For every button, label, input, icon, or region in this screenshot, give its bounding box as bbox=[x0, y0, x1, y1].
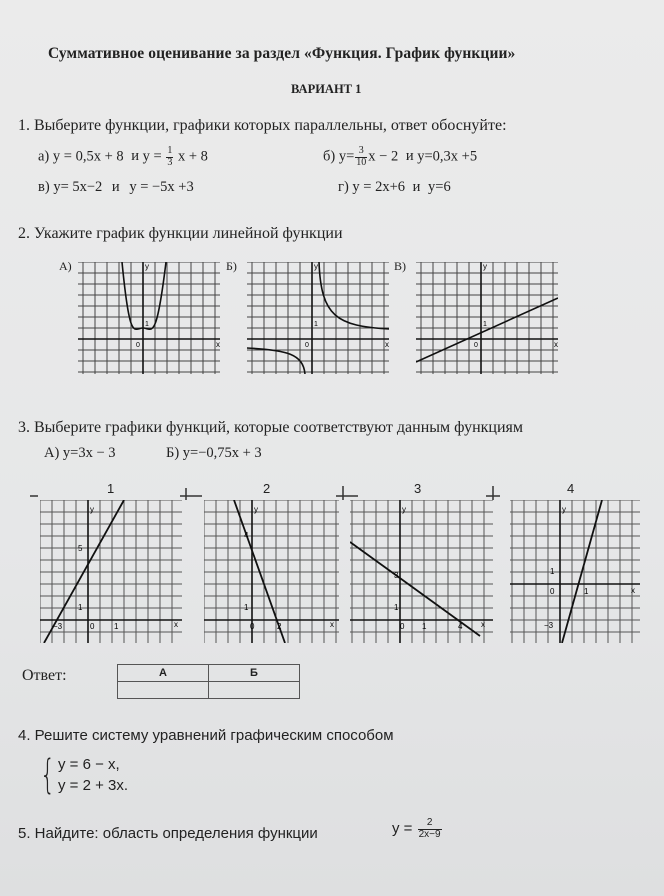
q3g1-axis-y: y bbox=[90, 505, 94, 514]
q1-g-label: г) bbox=[338, 179, 349, 195]
q2b-axis-y: y bbox=[314, 262, 318, 271]
q3-graph1-number: 1 bbox=[107, 481, 115, 496]
q2b-axis-x: x bbox=[385, 340, 389, 349]
answer-table bbox=[117, 664, 300, 699]
q3-graph-4 bbox=[510, 500, 640, 643]
q3g4-tick-1x: 1 bbox=[584, 587, 589, 596]
q1-b-label: б) bbox=[323, 148, 336, 165]
q3g3-tick-1x: 1 bbox=[422, 622, 427, 631]
q1-v-func1: y= 5x−2 bbox=[53, 179, 103, 195]
q3g2-tick-1: 1 bbox=[244, 603, 249, 612]
q3g1-tick-5: 5 bbox=[78, 544, 83, 553]
q1-a-label: а) bbox=[38, 148, 50, 165]
q1-option-g bbox=[338, 180, 451, 195]
q1-b-func1-left: y= bbox=[338, 148, 355, 165]
q1-a-frac-den: 3 bbox=[167, 156, 173, 168]
q3g3-tick-4: 4 bbox=[458, 622, 463, 631]
q2a-axis-y: y bbox=[145, 262, 149, 271]
q4-equation-2: y = 2 + 3x. bbox=[58, 777, 129, 794]
q3g4-tick-1y: 1 bbox=[550, 567, 555, 576]
q3g1-origin: 0 bbox=[90, 622, 95, 631]
q1-a-func2-right: x + 8 bbox=[177, 148, 208, 165]
q1-v-and: и bbox=[111, 179, 120, 195]
q1-option-b bbox=[323, 146, 477, 168]
system-brace: { bbox=[40, 752, 56, 798]
q3g2-axis-y: y bbox=[254, 505, 258, 514]
q3g3-axis-y: y bbox=[402, 505, 406, 514]
answer-col-a-header: А bbox=[118, 665, 209, 682]
q2-graph-c bbox=[416, 262, 558, 374]
q2b-one: 1 bbox=[314, 321, 318, 328]
q1-option-v bbox=[38, 180, 194, 195]
q2-label-a: А) bbox=[59, 259, 72, 273]
q2c-axis-x: x bbox=[554, 340, 558, 349]
q3g2-tick-2: 2 bbox=[277, 622, 282, 631]
answer-cell-b[interactable] bbox=[209, 682, 300, 699]
q5-func-left: y = bbox=[392, 819, 413, 837]
q3-graph3-number: 3 bbox=[414, 481, 422, 496]
q3g3-tick-1y: 1 bbox=[394, 603, 399, 612]
q1-a-func1: y = 0,5x + 8 bbox=[52, 148, 124, 165]
q1-a-frac-num: 1 bbox=[167, 145, 173, 156]
answer-col-b-header: Б bbox=[209, 665, 300, 682]
q1-g-func1: y = 2x+6 bbox=[352, 179, 406, 195]
q1-text: 1. Выберите функции, графики которых параллельны, ответ обоснуйте: bbox=[18, 117, 507, 134]
q1-b-fraction bbox=[355, 146, 367, 168]
q3-function-b: Б) y=−0,75x + 3 bbox=[166, 445, 262, 461]
q3g1-tick-1y: 1 bbox=[78, 603, 83, 612]
q3g3-origin: 0 bbox=[400, 622, 405, 631]
q1-a-and: и bbox=[131, 148, 140, 165]
q1-v-func2: y = −5x +3 bbox=[129, 179, 194, 195]
q3g1-tick-1x: 1 bbox=[114, 622, 119, 631]
q3g2-tick-4: 4 bbox=[244, 531, 249, 540]
page-title: Суммативное оценивание за раздел «Функция. График функции» bbox=[48, 45, 516, 62]
q3g2-axis-x: x bbox=[330, 620, 334, 629]
q3g4-origin: 0 bbox=[550, 587, 555, 596]
q1-b-frac-den: 10 bbox=[356, 156, 367, 168]
q1-b-frac-num: 3 bbox=[355, 146, 367, 158]
q1-b-and: и bbox=[405, 148, 414, 165]
q5-text: 5. Найдите: область определения функции bbox=[18, 825, 318, 842]
q1-b-func2: y=0,3x +5 bbox=[417, 148, 478, 165]
q3g4-axis-y: y bbox=[562, 505, 566, 514]
q3g3-axis-x: x bbox=[481, 620, 485, 629]
variant-label: ВАРИАНТ 1 bbox=[291, 82, 362, 96]
q3g2-origin: 0 bbox=[250, 622, 255, 631]
q2-text: 2. Укажите график функции линейной функции bbox=[18, 225, 343, 242]
q2-graph-b bbox=[247, 262, 389, 374]
q3-graph4-number: 4 bbox=[567, 481, 575, 496]
q4-text: 4. Решите систему уравнений графическим способом bbox=[18, 727, 394, 744]
q2a-origin: 0 bbox=[136, 342, 140, 349]
q2a-one: 1 bbox=[145, 321, 149, 328]
q3-graph2-number: 2 bbox=[263, 481, 271, 496]
q3g4-axis-x: x bbox=[631, 586, 635, 595]
q2-graph-a bbox=[78, 262, 220, 374]
q3-graph-3 bbox=[350, 500, 493, 643]
q3-text: 3. Выберите графики функций, которые соответствуют данным функциям bbox=[18, 419, 524, 436]
q3-graph-2 bbox=[204, 500, 339, 643]
q1-option-a bbox=[38, 146, 208, 168]
answer-cell-a[interactable] bbox=[118, 682, 209, 699]
q1-v-label: в) bbox=[38, 179, 50, 195]
q3g4-tick-m3: −3 bbox=[544, 621, 554, 630]
q2c-origin: 0 bbox=[474, 342, 478, 349]
q1-b-func1-right: x − 2 bbox=[368, 148, 399, 165]
q5-function bbox=[392, 818, 443, 840]
q2-label-b: Б) bbox=[226, 259, 237, 273]
answer-label: Ответ: bbox=[22, 667, 67, 684]
q2c-axis-y: y bbox=[483, 262, 487, 271]
q3g1-tick-m3: −3 bbox=[53, 622, 63, 631]
q5-frac-den: 2x−9 bbox=[418, 828, 441, 840]
q3g3-tick-3: 3 bbox=[394, 571, 399, 580]
q5-fraction bbox=[418, 818, 442, 840]
q1-a-fraction bbox=[166, 146, 173, 168]
q3-separators bbox=[30, 480, 500, 502]
q2a-axis-x: x bbox=[216, 340, 220, 349]
q1-a-func2-left: y = bbox=[142, 148, 162, 165]
q2c-one: 1 bbox=[483, 321, 487, 328]
q2b-origin: 0 bbox=[305, 342, 309, 349]
q4-equation-1: y = 6 − x, bbox=[58, 756, 120, 773]
q1-g-and: и bbox=[412, 179, 421, 195]
q2-label-c: В) bbox=[394, 259, 406, 273]
q3-function-a: А) y=3x − 3 bbox=[44, 445, 116, 461]
q3-graph-1 bbox=[40, 500, 182, 643]
q3g1-axis-x: x bbox=[174, 620, 178, 629]
q1-g-func2: y=6 bbox=[428, 179, 451, 195]
q5-frac-num: 2 bbox=[418, 818, 442, 830]
